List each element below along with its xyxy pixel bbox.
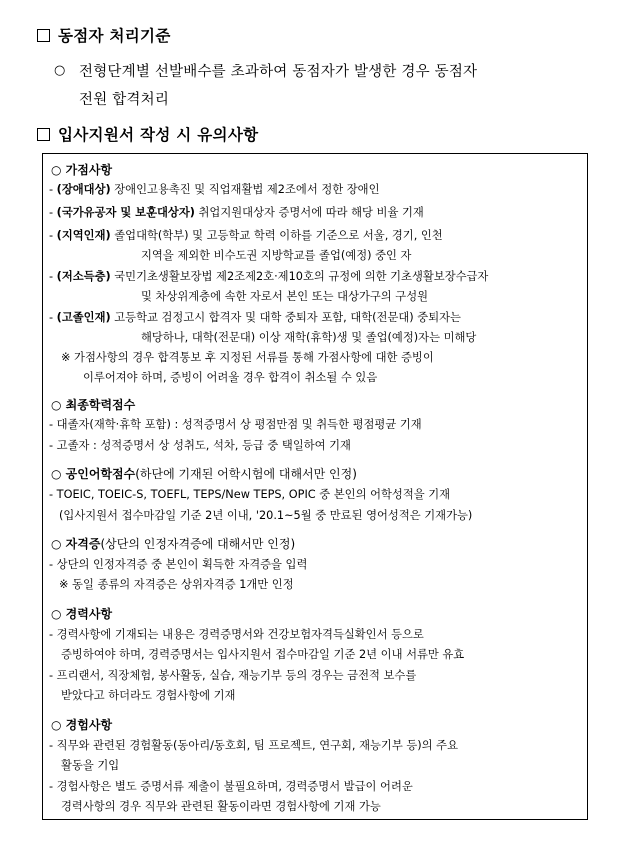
circle-bullet-icon: ○ [51, 607, 62, 621]
circle-bullet-icon: ○ [51, 467, 62, 481]
career-heading [51, 605, 112, 622]
license-title-note: (상단의 인정자격증에 대해서만 인정) [100, 537, 296, 551]
bonus-title: 가점사항 [65, 163, 113, 177]
bonus-note-line1: ※ 가점사항의 경우 합격통보 후 지정된 서류를 통해 가점사항에 대한 증빙이 [61, 351, 434, 364]
section-heading-tiebreak [37, 24, 171, 46]
item-label: (저소득층) [56, 270, 111, 283]
checkbox-square-icon [37, 128, 50, 141]
item-label: (고졸인재) [56, 311, 111, 324]
license-line1: - 상단의 인정자격증 중 본인이 획득한 자격증을 입력 [49, 558, 308, 571]
item-text: 졸업대학(학부) 및 고등학교 학력 이하를 기준으로 서울, 경기, 인천 [114, 229, 443, 242]
education-title: 최종학력점수 [65, 398, 136, 412]
item-label: (지역인재) [56, 229, 111, 242]
language-line1: - TOEIC, TOEIC-S, TOEFL, TEPS/New TEPS, OPIC 중 본인의 어학성적을 기재 [49, 488, 451, 501]
education-line2: - 고졸자 : 성적증명서 상 성취도, 석차, 등급 중 택일하여 기재 [49, 439, 351, 452]
item-label: (국가유공자 및 보훈대상자) [56, 206, 195, 219]
bonus-item-highschool-cont: 해당하나, 대학(전문대) 이상 재학(휴학)생 및 졸업(예정)자는 미해당 [141, 331, 477, 344]
item-text: 장애인고용촉진 및 직업재활법 제2조에서 정한 장애인 [114, 183, 380, 196]
bonus-item-disabled: - (장애대상) 장애인고용촉진 및 직업재활법 제2조에서 정한 장애인 [49, 183, 380, 196]
heading-text: 동점자 처리기준 [58, 27, 171, 45]
item-text: 고등학교 검정고시 합격자 및 대학 중퇴자 포함, 대학(전문대) 중퇴자는 [114, 311, 461, 324]
bonus-item-highschool: - (고졸인재) 고등학교 검정고시 합격자 및 대학 중퇴자 포함, 대학(전문대) 중퇴자는 [49, 311, 461, 324]
bonus-item-low-income-cont: 및 차상위계층에 속한 자로서 본인 또는 대상가구의 구성원 [141, 290, 429, 303]
checkbox-square-icon [37, 29, 50, 42]
language-heading [51, 465, 357, 482]
item-text: 국민기초생활보장법 제2조제2호·제10호의 규정에 의한 기초생활보장수급자 [114, 270, 489, 283]
bonus-heading [51, 161, 112, 178]
license-heading [51, 535, 295, 552]
bonus-item-regional: - (지역인재) 졸업대학(학부) 및 고등학교 학력 이하를 기준으로 서울, 경기, 인천 [49, 229, 443, 242]
language-title-note: (하단에 기재된 어학시험에 대해서만 인정) [135, 467, 357, 481]
circle-bullet-icon: ○ [51, 398, 62, 412]
license-title: 자격증 [65, 537, 101, 551]
bonus-note-line2: 이루어져야 하며, 증빙이 어려울 경우 합격이 취소될 수 있음 [83, 371, 378, 384]
experience-title: 경험사항 [65, 718, 113, 732]
circle-bullet-icon: ○ [54, 63, 66, 78]
career-line1: - 경력사항에 기재되는 내용은 경력증명서와 건강보험자격득실확인서 등으로 [49, 628, 424, 641]
career-title: 경력사항 [65, 607, 113, 621]
item-label: (장애대상) [56, 183, 111, 196]
experience-line4: 경력사항의 경우 직무와 관련된 활동이라면 경험사항에 기재 가능 [61, 800, 381, 813]
circle-bullet-icon: ○ [51, 718, 62, 732]
circle-bullet-icon: ○ [51, 537, 62, 551]
section-heading-application-notes [37, 123, 258, 145]
language-title: 공인어학점수 [65, 467, 136, 481]
bonus-item-veterans: - (국가유공자 및 보훈대상자) 취업지원대상자 증명서에 따라 해당 비율 기재 [49, 206, 424, 219]
career-line2: 증빙하여야 하며, 경력증명서는 입사지원서 접수마감일 기준 2년 이내 서류만 유효 [61, 648, 465, 661]
bonus-item-regional-cont: 지역을 제외한 비수도권 지방학교를 졸업(예정) 중인 자 [141, 249, 412, 262]
notes-box [42, 153, 588, 820]
heading-text: 입사지원서 작성 시 유의사항 [58, 126, 259, 144]
experience-line3: - 경험사항은 별도 증명서류 제출이 불필요하며, 경력증명서 발급이 어려운 [49, 780, 413, 793]
career-line3: - 프리랜서, 직장체험, 봉사활동, 실습, 재능기부 등의 경우는 금전적 보수를 [49, 669, 417, 682]
circle-bullet-icon: ○ [51, 163, 62, 177]
tiebreak-text-line1: 전형단계별 선발배수를 초과하여 동점자가 발생한 경우 동점자 [79, 64, 478, 80]
experience-heading [51, 716, 112, 733]
tiebreak-text-line2: 전원 합격처리 [79, 92, 170, 108]
experience-line2: 활동을 기입 [61, 759, 120, 772]
license-line2: ※ 동일 종류의 자격증은 상위자격증 1개만 인정 [59, 578, 294, 591]
education-heading [51, 396, 135, 413]
language-line2: (입사지원서 접수마감일 기준 2년 이내, '20.1~5월 중 만료된 영어성적은 기재가능) [59, 509, 473, 522]
experience-line1: - 직무와 관련된 경험활동(동아리/동호회, 팀 프로젝트, 연구회, 재능기부 등)의 주요 [49, 739, 459, 752]
item-text: 취업지원대상자 증명서에 따라 해당 비율 기재 [198, 206, 424, 219]
career-line4: 받았다고 하더라도 경험사항에 기재 [61, 689, 236, 702]
education-line1: - 대졸자(재학·휴학 포함) : 성적증명서 상 평점만점 및 취득한 평점평균 기재 [49, 418, 422, 431]
bonus-item-low-income: - (저소득층) 국민기초생활보장법 제2조제2호·제10호의 규정에 의한 기초생활보장수급자 [49, 270, 489, 283]
